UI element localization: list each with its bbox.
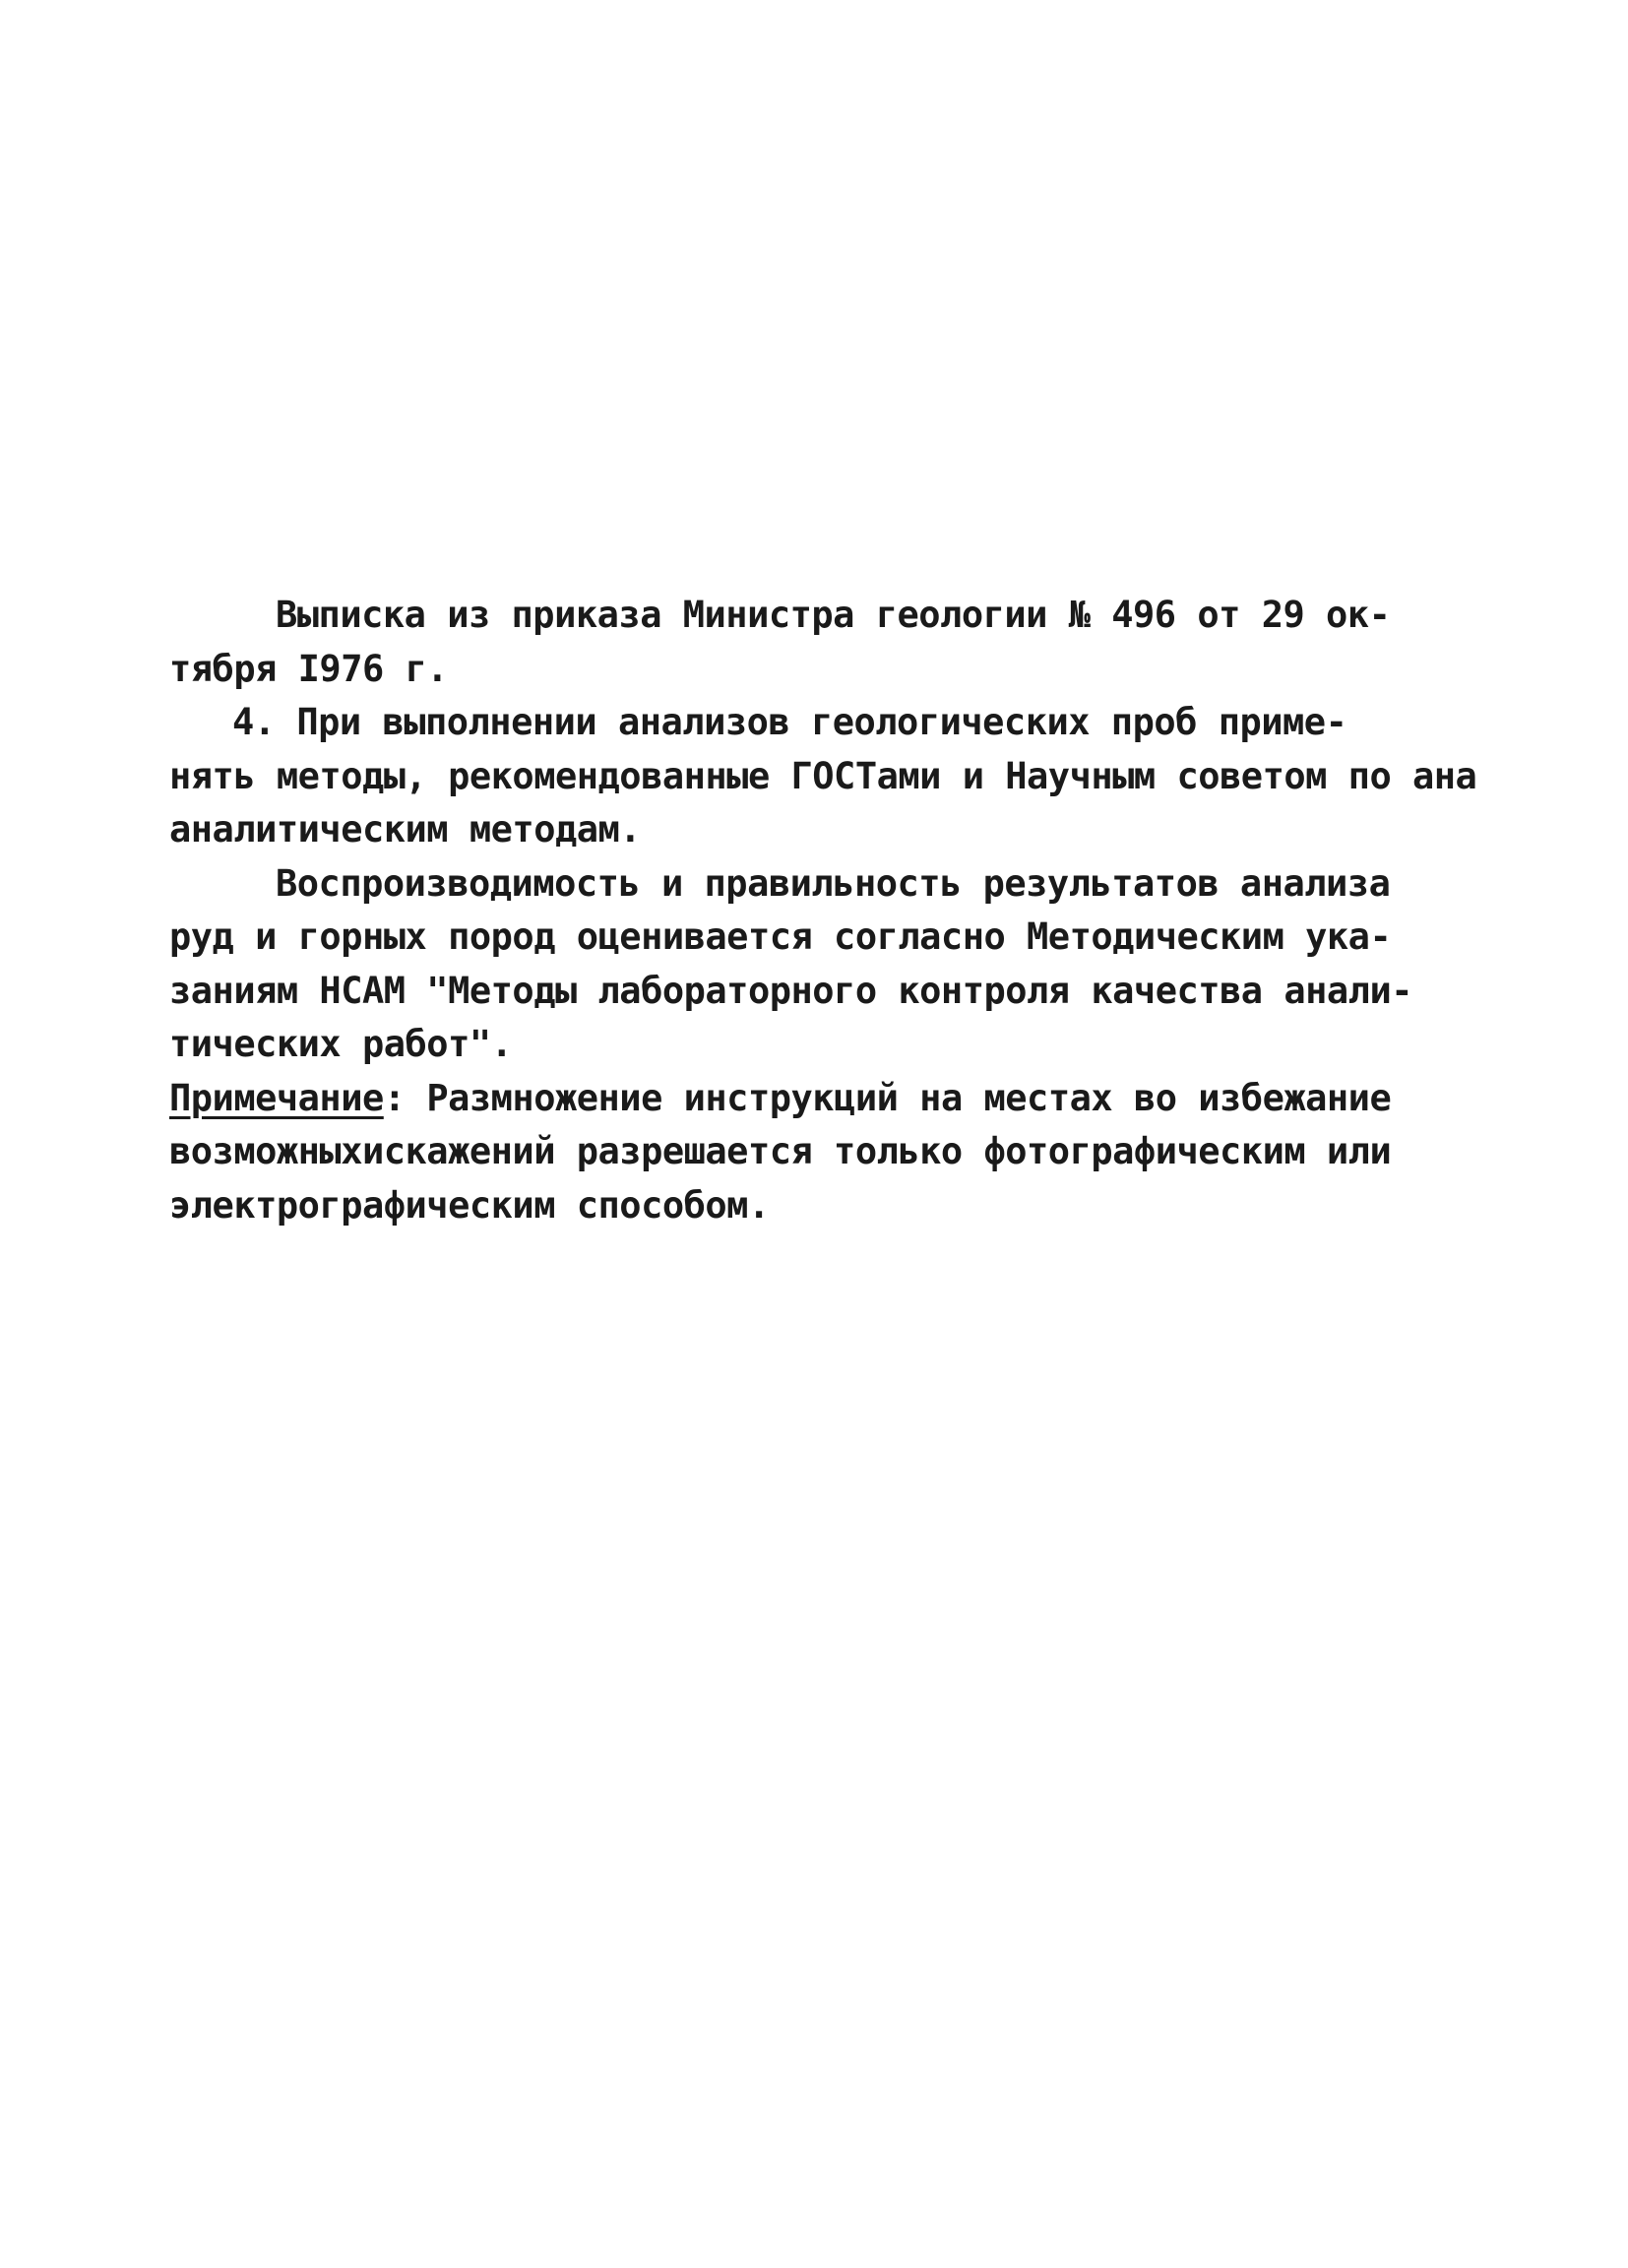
reproducibility-line-3: заниям НСАМ "Методы лабораторного контроля качества анали- — [169, 969, 1413, 1012]
item-4-line-1: 4. При выполнении анализов геологических проб приме- — [232, 701, 1347, 743]
note-line-2: возможныхискажений разрешается только фотографическим или — [169, 1130, 1392, 1172]
extract-heading-line-2: тября I976 г. — [169, 647, 449, 690]
reproducibility-line-2: руд и горных пород оценивается согласно Методическим ука- — [169, 915, 1392, 958]
item-4-line-2: нять методы, рекомендованные ГОСТами и Научным советом по ана — [169, 754, 1477, 797]
extract-heading-line-1: Выписка из приказа Министра геологии № 496 от 29 ок- — [276, 594, 1391, 636]
note-line-1-text: : Размножение инструкций на местах во избежание — [383, 1076, 1392, 1119]
item-4-line-3: аналитическим методам. — [169, 808, 642, 850]
note-line-1 — [169, 1072, 1469, 1126]
reproducibility-line-4: тических работ". — [169, 1023, 513, 1065]
note-line-3: электрографическим способом. — [169, 1183, 770, 1227]
note-label: Примечание — [169, 1076, 384, 1119]
reproducibility-line-1: Воспроизводимость и правильность результатов анализа — [276, 861, 1391, 905]
document-text — [169, 589, 1477, 1232]
